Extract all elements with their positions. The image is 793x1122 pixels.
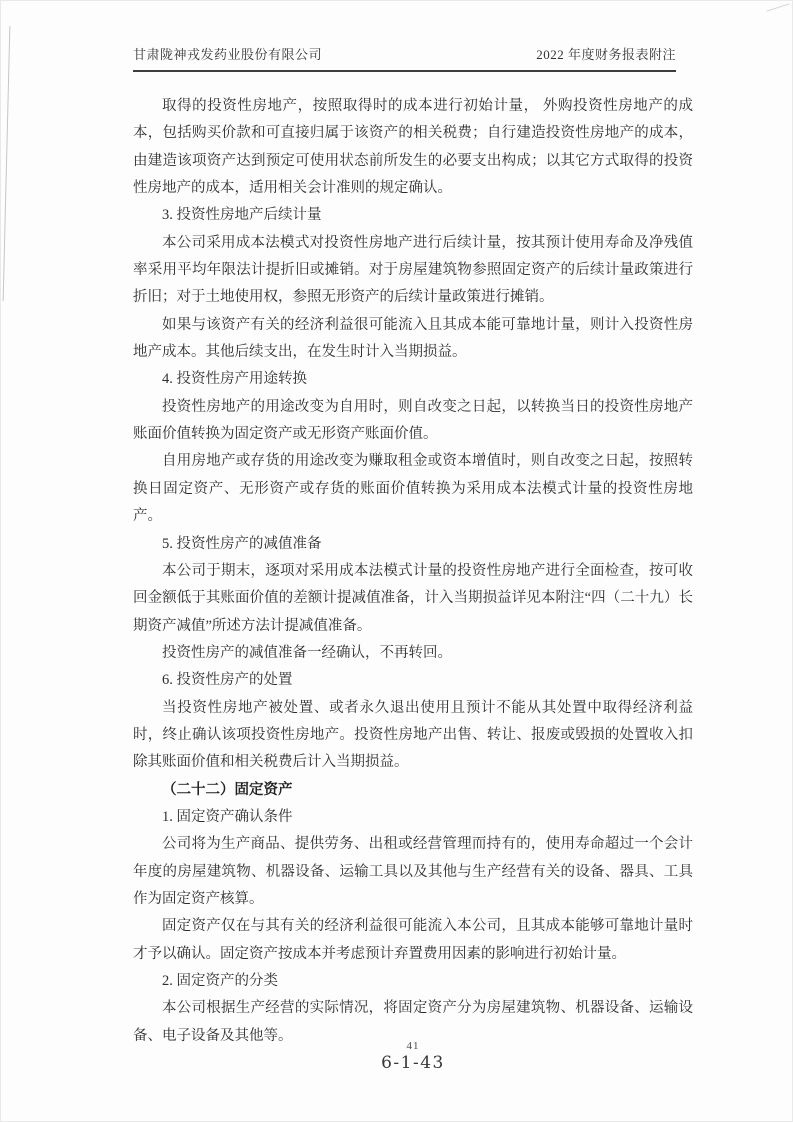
paragraph: 固定资产仅在与其有关的经济利益很可能流入本公司，且其成本能够可靠地计量时才予以确认。固定资产按成本并考虑预计弃置费用因素的影响进行初始计量。: [133, 918, 693, 962]
sub-heading: 3. 投资性房地产后续计量: [162, 207, 322, 224]
paragraph: 公司将为生产商品、提供劳务、出租或经营管理而持有的，使用寿命超过一个会计年度的房屋建筑物、机器设备、运输工具以及其他与生产经营有关的设备、器具、工具作为固定资产核算。: [133, 836, 693, 907]
sub-heading: 6. 投资性房产的处置: [162, 672, 293, 689]
doc-number: 6-1-43: [381, 1053, 445, 1073]
paragraph: 投资性房产的减值准备一经确认，不再转回。: [162, 644, 452, 661]
report-title: 2022 年度财务报表附注: [536, 47, 676, 62]
company-name: 甘肃陇神戎发药业股份有限公司: [133, 47, 323, 62]
scan-corner-artifact: [766, 3, 789, 11]
paragraph: 自用房地产或存货的用途改变为赚取租金或资本增值时，则自改变之日起，按照转换日固定资产、无形资产或存货的账面价值转换为采用成本法模式计量的投资性房地产。: [133, 453, 693, 525]
paragraph: 本公司采用成本法模式对投资性房地产进行后续计量，按其预计使用寿命及净残值率采用平均年限法计提折旧或摊销。对于房屋建筑物参照固定资产的后续计量政策进行折旧；对于土地使用权，参照无形资产的后续计量政策进行摊销。: [133, 234, 693, 306]
sub-heading: 4. 投资性房产用途转换: [162, 371, 307, 388]
paragraph: 本公司根据生产经营的实际情况，将固定资产分为房屋建筑物、机器设备、运输设备、电子设备及其他等。: [133, 1000, 693, 1044]
paragraph: 取得的投资性房地产，按照取得时的成本进行初始计量， 外购投资性房地产的成本，包括购买价款和可直接归属于该资产的相关税费；自行建造投资性房地产的成本，由建造该项资产达到预定可使用状态前所发生的必要支出构成；以其它方式取得的投资性房地产的成本，适用相关会计准则的规定确认。: [133, 98, 693, 197]
page-number: 41: [406, 1040, 420, 1052]
paragraph: 如果与该资产有关的经济利益很可能流入且其成本能可靠地计量，则计入投资性房地产成本。其他后续支出，在发生时计入当期损益。: [133, 316, 693, 361]
section-heading: （二十二）固定资产: [162, 781, 293, 798]
paragraph: 本公司于期末，逐项对采用成本法模式计量的投资性房地产进行全面检查，按可收回金额低于其账面价值的差额计提减值准备，计入当期损益详见本附注“四（二十九）长期资产减值”所述方法计提减值准备。: [133, 562, 693, 634]
scan-edge-artifact: [3, 26, 11, 301]
sub-heading: 5. 投资性房产的减值准备: [162, 535, 322, 552]
paragraph: 当投资性房地产被处置、或者永久退出使用且预计不能从其处置中取得经济利益时，终止确认该项投资性房地产。投资性房地产出售、转让、报废或毁损的处置收入扣除其账面价值和相关税费后计入当期损益。: [133, 699, 693, 771]
page-footer: [133, 1040, 693, 1073]
paragraph: 投资性房地产的用途改变为自用时，则自改变之日起，以转换当日的投资性房地产账面价值转换为固定资产或无形资产账面价值。: [133, 398, 693, 443]
sub-heading: 2. 固定资产的分类: [162, 973, 278, 989]
sub-heading: 1. 固定资产确认条件: [162, 808, 293, 825]
page-header: [133, 44, 676, 72]
document-body: [133, 93, 693, 1050]
